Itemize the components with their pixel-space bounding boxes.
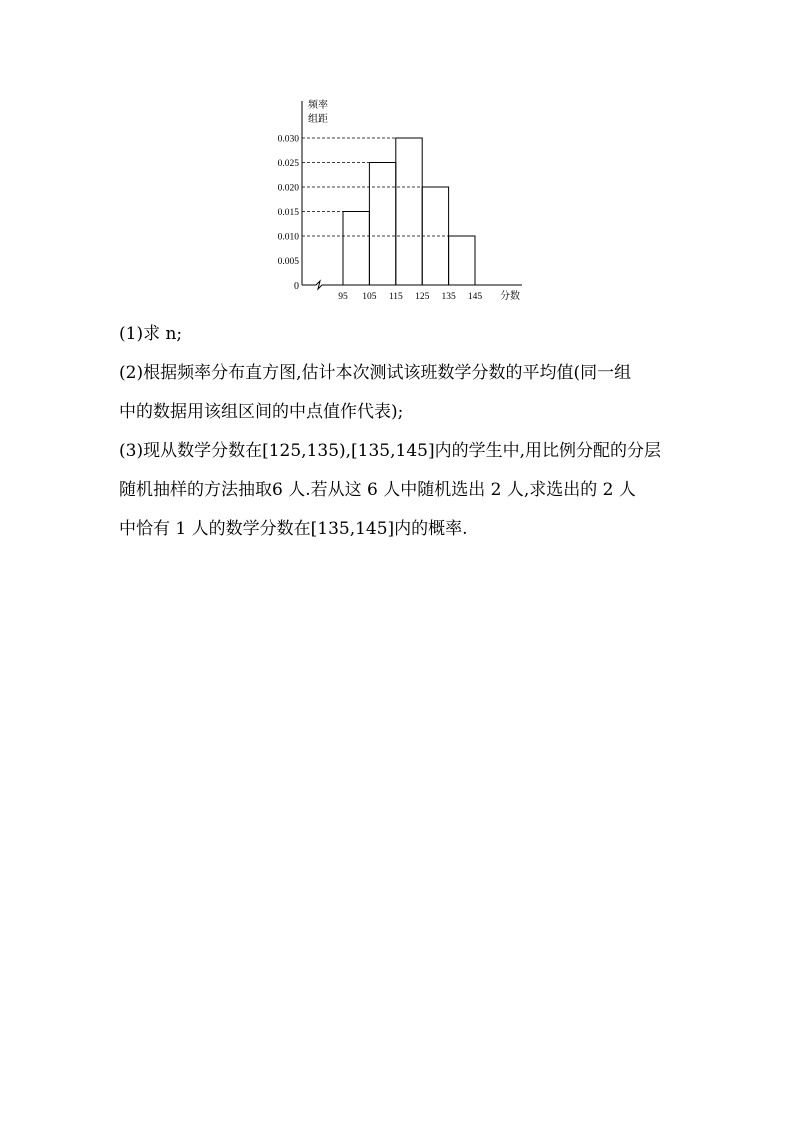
x-tick-label: 95 (338, 292, 348, 302)
y-tick-label: 0.005 (277, 257, 299, 267)
question-1 (119, 315, 689, 354)
histogram-bar (396, 138, 422, 285)
x-tick-label: 125 (415, 292, 430, 302)
histogram-bar (343, 212, 369, 286)
x-tick-label: 105 (362, 292, 377, 302)
x-tick-label: 135 (441, 292, 456, 302)
y-tick-label: 0.025 (277, 159, 299, 169)
x-tick-label: 115 (388, 292, 403, 302)
y-tick-label: 0.030 (277, 134, 299, 145)
y-axis-label-bottom: 组距 (308, 114, 328, 125)
y-axis-label-top: 频率 (308, 100, 328, 111)
question-3 (119, 432, 689, 549)
question-line: 中恰有 1 人的数学分数在[135,145]内的概率. (119, 519, 468, 539)
question-line: (3)现从数学分数在[125,135),[135,145]内的学生中,用比例分配的分层 (119, 441, 662, 461)
zero-label: 0 (294, 281, 299, 292)
question-line: 中的数据用该组区间的中点值作代表); (119, 402, 404, 422)
y-tick-label: 0.015 (277, 208, 299, 218)
x-axis-label: 分数 (500, 291, 520, 302)
question-line: 随机抽样的方法抽取6 人.若从这 6 人中随机选出 2 人,求选出的 2 人 (119, 480, 636, 500)
question-2 (119, 354, 689, 432)
question-line: (2)根据频率分布直方图,估计本次测试该班数学分数的平均值(同一组 (119, 363, 632, 383)
y-tick-label: 0.020 (277, 183, 299, 194)
x-tick-label: 145 (467, 292, 483, 302)
y-tick-label: 0.010 (277, 232, 299, 243)
histogram-bar (369, 163, 395, 286)
histogram-bar (449, 236, 475, 285)
frequency-histogram (260, 95, 540, 310)
question-line: (1)求 n; (119, 324, 183, 344)
